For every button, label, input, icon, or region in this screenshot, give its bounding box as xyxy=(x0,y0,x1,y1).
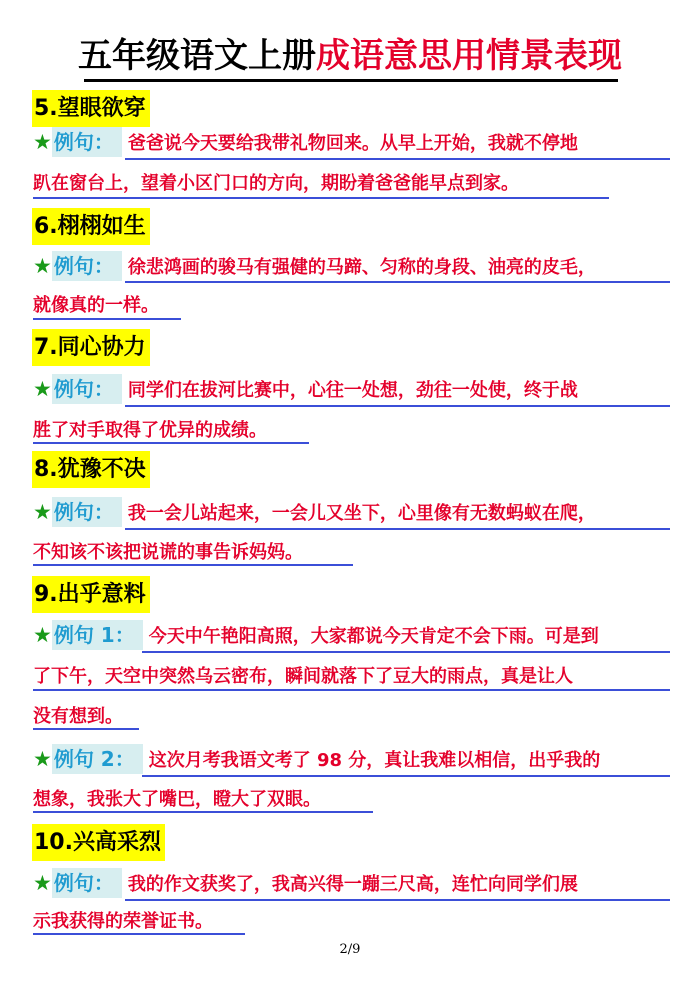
underline-rule xyxy=(33,933,245,935)
page-number: 2/9 xyxy=(339,942,361,957)
example-text: 这次月考我语文考了 98 分，真让我难以相信，出乎我的 xyxy=(148,750,601,771)
underline-rule xyxy=(33,442,309,444)
underline-rule xyxy=(125,281,670,283)
star-icon: ★ xyxy=(33,377,52,401)
underline-rule xyxy=(125,405,670,407)
idiom-heading-9: 9.出乎意料 xyxy=(32,576,150,613)
underline-rule xyxy=(33,318,181,320)
example-line xyxy=(33,744,600,776)
example-line xyxy=(33,497,596,529)
underline-rule xyxy=(33,811,373,813)
title-underline xyxy=(84,79,618,82)
idiom-heading-5: 5.望眼欲穿 xyxy=(32,90,150,127)
example-line xyxy=(33,374,578,406)
title-part-1: 五年级语文上册 xyxy=(78,36,316,76)
underline-rule xyxy=(142,651,670,653)
example-line xyxy=(33,868,578,900)
underline-rule xyxy=(33,689,670,691)
example-label: 例句 2： xyxy=(52,744,143,774)
idiom-heading-6: 6.栩栩如生 xyxy=(32,208,150,245)
example-label: 例句： xyxy=(52,251,122,281)
example-text: 今天中午艳阳高照，大家都说今天肯定不会下雨。可是到 xyxy=(148,626,599,647)
star-icon: ★ xyxy=(33,871,52,895)
example-text: 爸爸说今天要给我带礼物回来。从早上开始，我就不停地 xyxy=(127,133,578,154)
example-line xyxy=(33,169,519,199)
example-text: 我的作文获奖了，我高兴得一蹦三尺高，连忙向同学们展 xyxy=(127,874,578,895)
underline-rule xyxy=(125,528,670,530)
page-title xyxy=(0,34,700,78)
underline-rule xyxy=(125,158,670,160)
underline-rule xyxy=(125,899,670,901)
example-text: 徐悲鸿画的骏马有强健的马蹄、匀称的身段、油亮的皮毛， xyxy=(127,257,596,278)
title-part-2: 成语意思用情景表现 xyxy=(316,36,622,76)
example-text: 同学们在拔河比赛中，心往一处想，劲往一处使，终于战 xyxy=(127,380,578,401)
example-text: 没有想到。 xyxy=(33,706,123,727)
underline-rule xyxy=(142,775,670,777)
star-icon: ★ xyxy=(33,130,52,154)
example-text: 了下午，天空中突然乌云密布，瞬间就落下了豆大的雨点，真是让人 xyxy=(33,666,573,687)
idiom-heading-10: 10.兴高采烈 xyxy=(32,824,165,861)
idiom-heading-7: 7.同心协力 xyxy=(32,329,150,366)
underline-rule xyxy=(33,197,609,199)
idiom-heading-8: 8.犹豫不决 xyxy=(32,451,150,488)
example-label: 例句 1： xyxy=(52,620,143,650)
example-text: 胜了对手取得了优异的成绩。 xyxy=(33,420,267,441)
star-icon: ★ xyxy=(33,747,52,771)
example-text: 不知该不该把说谎的事告诉妈妈。 xyxy=(33,542,303,563)
star-icon: ★ xyxy=(33,254,52,278)
example-text: 就像真的一样。 xyxy=(33,295,159,316)
example-line xyxy=(33,620,599,652)
underline-rule xyxy=(33,728,139,730)
example-label: 例句： xyxy=(52,127,122,157)
example-label: 例句： xyxy=(52,497,122,527)
example-text: 想象，我张大了嘴巴，瞪大了双眼。 xyxy=(33,789,321,810)
example-text: 趴在窗台上，望着小区门口的方向，期盼着爸爸能早点到家。 xyxy=(33,173,519,194)
star-icon: ★ xyxy=(33,623,52,647)
example-text: 示我获得的荣誉证书。 xyxy=(33,911,213,932)
example-line xyxy=(33,662,573,692)
star-icon: ★ xyxy=(33,500,52,524)
underline-rule xyxy=(33,564,353,566)
example-label: 例句： xyxy=(52,374,122,404)
example-line xyxy=(33,127,578,159)
example-text: 我一会儿站起来，一会儿又坐下，心里像有无数蚂蚁在爬， xyxy=(127,503,596,524)
example-label: 例句： xyxy=(52,868,122,898)
example-line xyxy=(33,291,159,321)
example-line xyxy=(33,251,596,283)
